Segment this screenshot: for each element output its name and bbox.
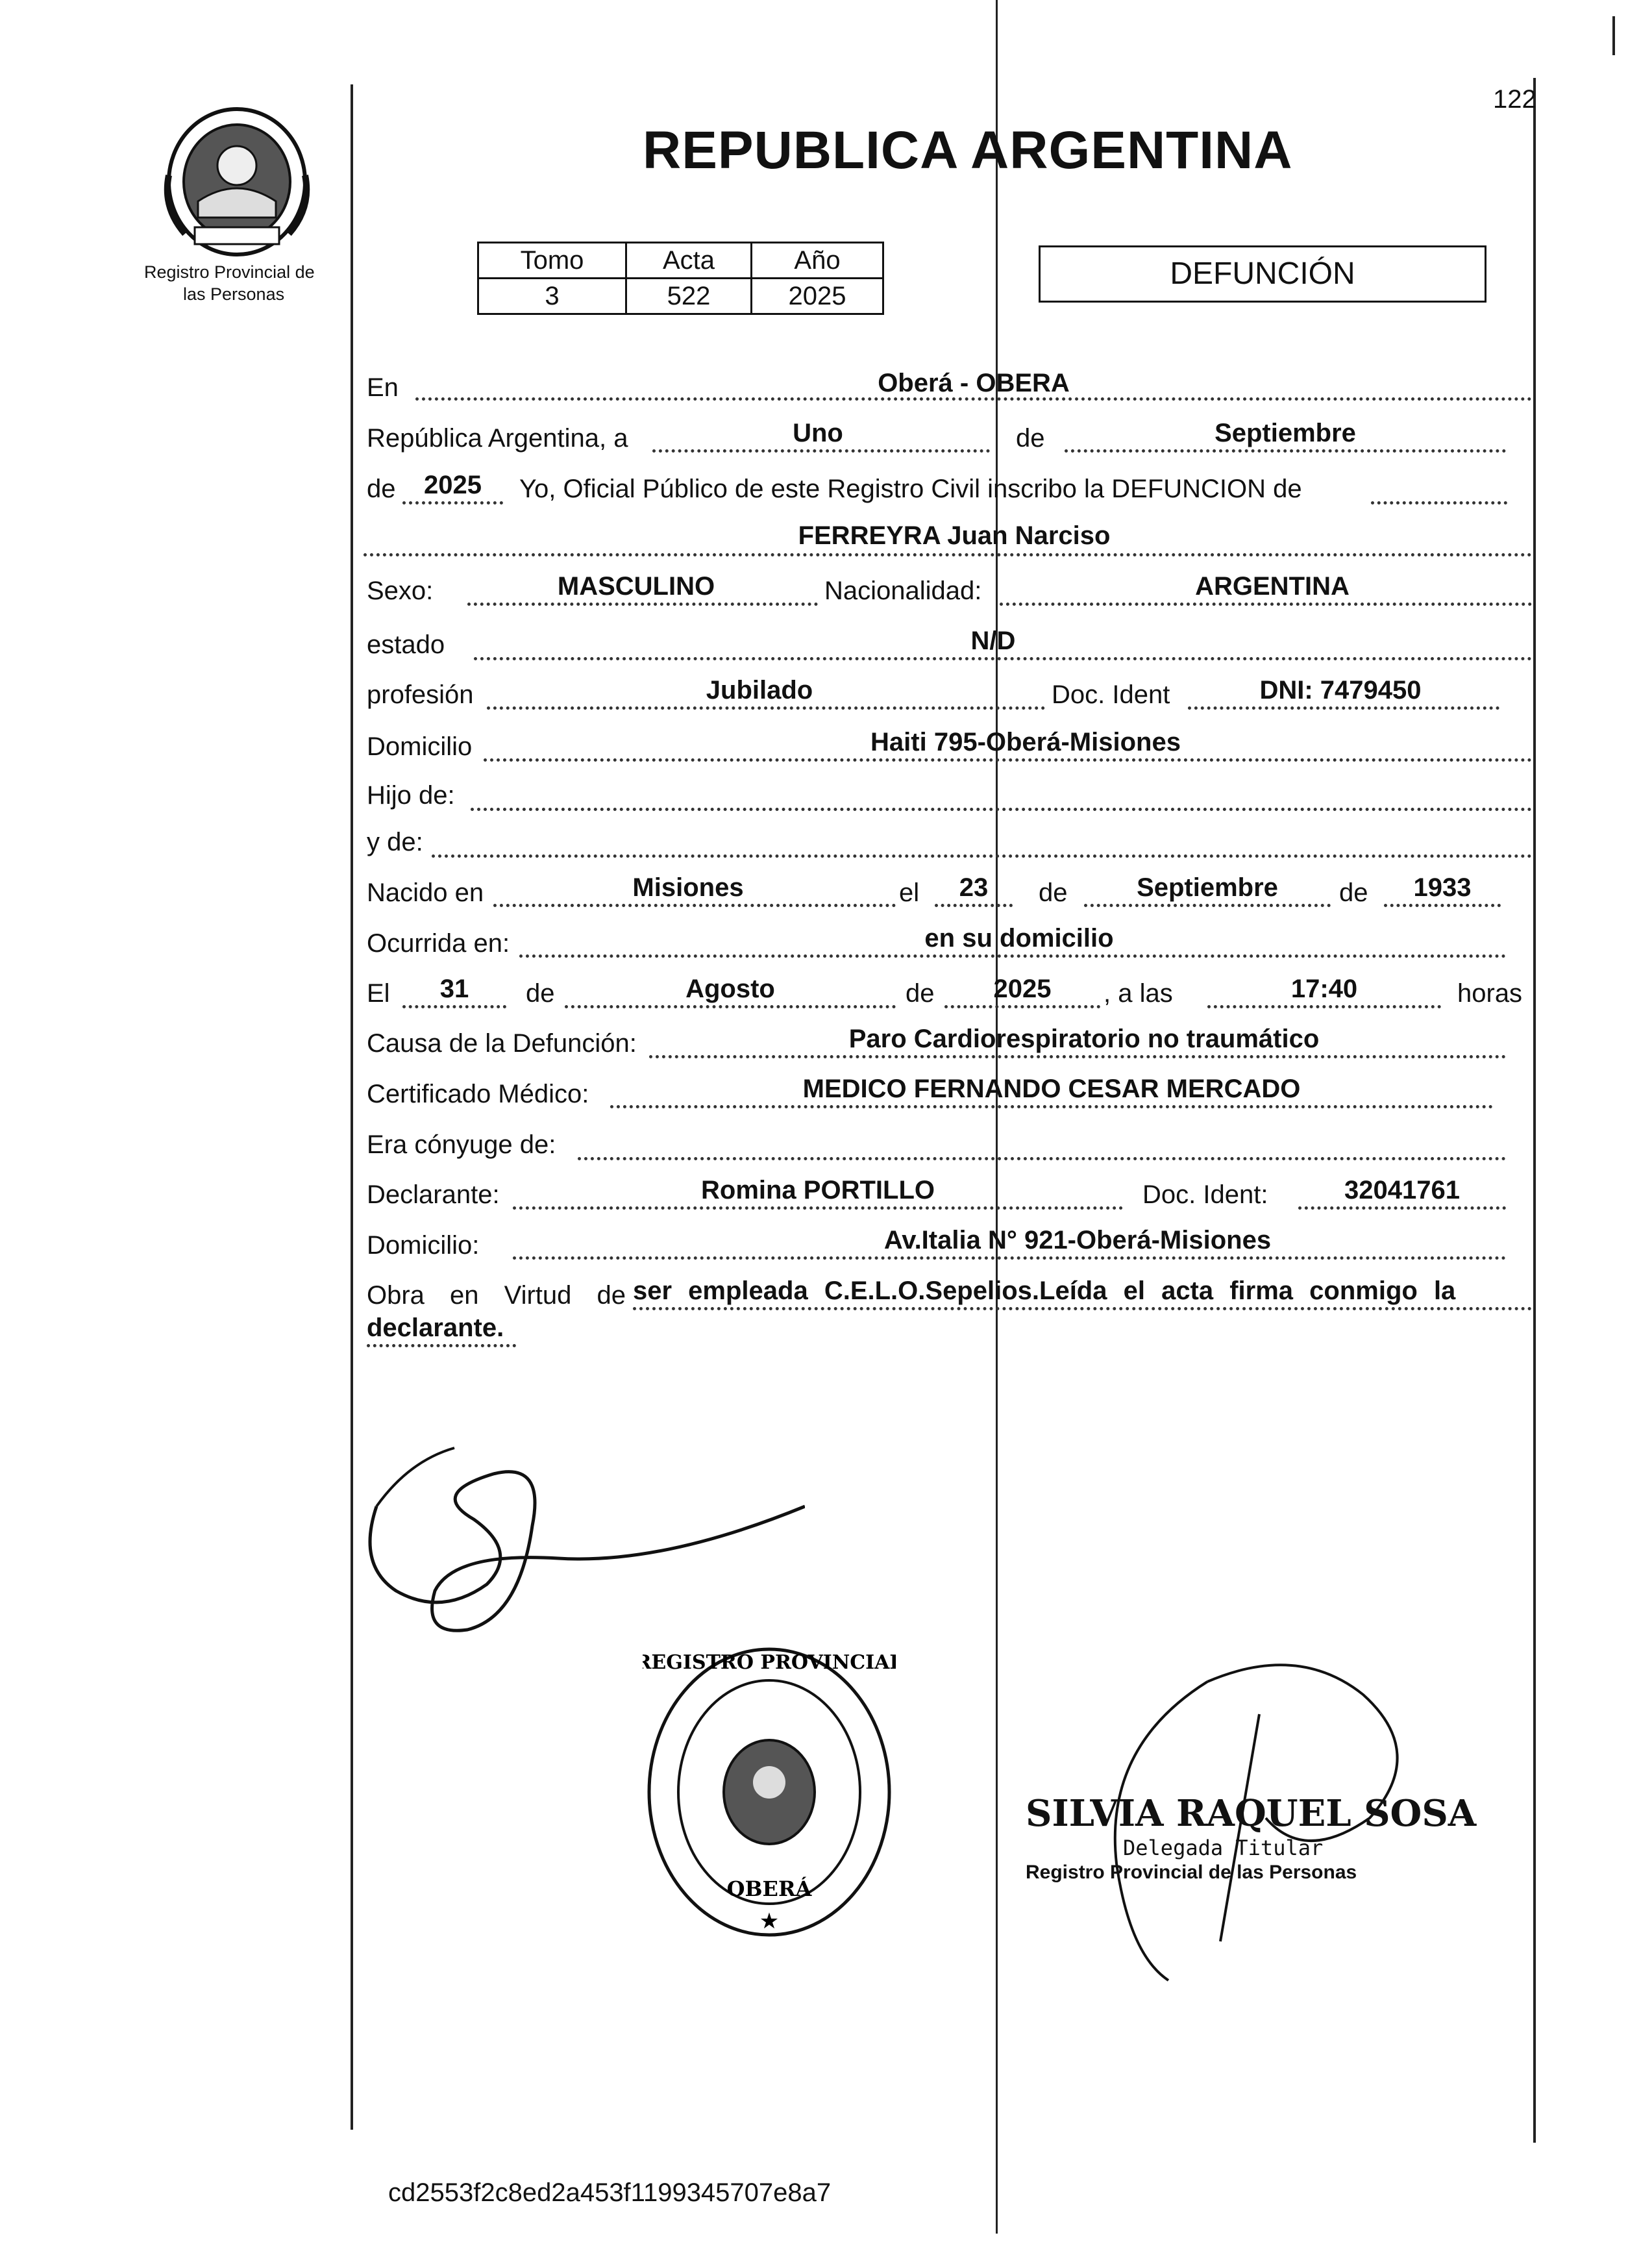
nacido-label: Nacido en <box>367 879 484 907</box>
signatory-title: Delegada Titular <box>1123 1836 1324 1860</box>
declarante-line <box>513 1206 1123 1210</box>
official-stamp <box>643 1643 896 1941</box>
acta-header: Acta <box>626 243 752 279</box>
de-label: de <box>1016 424 1045 453</box>
nacionalidad-label: Nacionalidad: <box>824 577 982 605</box>
year-line <box>402 501 503 505</box>
obra-value-line1: ser empleada C.E.L.O.Sepelios.Leída el acta firma conmigo la <box>633 1277 1456 1305</box>
svg-text:REGISTRO PROVINCIAL: REGISTRO PROVINCIAL <box>643 1651 896 1674</box>
republica-label: República Argentina, a <box>367 424 628 453</box>
birth-month-line <box>1084 904 1331 907</box>
nacionalidad-line <box>1000 603 1532 606</box>
de-label5: de <box>526 979 555 1008</box>
doc-value: DNI: 7479450 <box>1259 676 1422 704</box>
horas-label: horas <box>1457 979 1523 1008</box>
en-value: Oberá - OBERA <box>878 369 1070 397</box>
left-margin-rule <box>351 84 353 2130</box>
el-label: el <box>899 879 920 907</box>
death-year: 2025 <box>993 975 1052 1003</box>
de-label4: de <box>1339 879 1368 907</box>
domicilio-line <box>484 758 1532 762</box>
en-line <box>415 397 1532 401</box>
domicilio2-line <box>513 1256 1506 1260</box>
acta-value: 522 <box>626 279 752 314</box>
signatory-name: SILVIA RAQUEL SOSA <box>1026 1792 1477 1835</box>
birth-year-line <box>1384 904 1501 907</box>
month-line <box>1065 449 1506 453</box>
nacido-line <box>493 904 896 907</box>
footer-code: cd2553f2c8ed2a453f1199345707e8a7 <box>388 2178 832 2207</box>
el-label2: El <box>367 979 390 1008</box>
domicilio2-label: Domicilio: <box>367 1231 480 1260</box>
profesion-line <box>487 706 1045 710</box>
obra-label: Obra en Virtud de <box>367 1281 626 1310</box>
sexo-line <box>467 603 818 606</box>
declarante-doc-value: 32041761 <box>1344 1176 1460 1204</box>
right-margin-rule <box>1533 78 1536 2143</box>
yde-label: y de: <box>367 828 423 856</box>
conyuge-line <box>578 1157 1506 1160</box>
record-reference-table <box>477 242 884 315</box>
profesion-label: profesión <box>367 680 474 709</box>
birth-month: Septiembre <box>1137 873 1278 902</box>
doc-label: Doc. Ident <box>1052 680 1170 709</box>
ocurrida-label: Ocurrida en: <box>367 929 510 958</box>
death-month: Agosto <box>685 975 775 1003</box>
document-type-box: DEFUNCIÓN <box>1039 245 1486 303</box>
edge-mark <box>1612 16 1615 55</box>
hijo-line <box>471 808 1532 811</box>
tomo-header: Tomo <box>478 243 626 279</box>
sexo-label: Sexo: <box>367 577 434 605</box>
obra-line1 <box>633 1307 1532 1310</box>
de-label3: de <box>1039 879 1068 907</box>
birth-day: 23 <box>959 873 989 902</box>
issuer-name-line2: las Personas <box>183 284 285 304</box>
declarante-value: Romina PORTILLO <box>701 1176 935 1204</box>
oficial-text: Yo, Oficial Público de este Registro Civil inscribo la DEFUNCION de <box>519 475 1302 503</box>
nacionalidad-value: ARGENTINA <box>1195 572 1350 601</box>
page-title: REPUBLICA ARGENTINA <box>643 121 1293 180</box>
birth-year: 1933 <box>1413 873 1472 902</box>
causa-label: Causa de la Defunción: <box>367 1029 637 1058</box>
nacido-value: Misiones <box>632 873 744 902</box>
year: 2025 <box>424 471 482 499</box>
causa-line <box>649 1055 1506 1058</box>
estado-line <box>474 657 1532 660</box>
center-fold-line <box>996 0 998 2234</box>
death-time-line <box>1207 1005 1441 1008</box>
declarante-label: Declarante: <box>367 1180 500 1209</box>
ocurrida-value: en su domicilio <box>924 924 1114 953</box>
sexo-value: MASCULINO <box>557 572 715 601</box>
death-year-line <box>944 1005 1100 1008</box>
issuer-name-line1: Registro Provincial de <box>144 262 315 282</box>
domicilio2-value: Av.Italia N° 921-Oberá-Misiones <box>883 1226 1272 1254</box>
doc-line <box>1188 706 1499 710</box>
alas-label: , a las <box>1104 979 1173 1008</box>
ano-header: Año <box>752 243 883 279</box>
ano-value: 2025 <box>752 279 883 314</box>
declarante-doc-line <box>1298 1206 1506 1210</box>
certificado-label: Certificado Médico: <box>367 1080 589 1108</box>
death-month-line <box>565 1005 896 1008</box>
domicilio-label: Domicilio <box>367 732 473 761</box>
tomo-value: 3 <box>478 279 626 314</box>
deceased-line <box>364 553 1532 556</box>
month-text: Septiembre <box>1215 419 1356 447</box>
domicilio-value: Haiti 795-Oberá-Misiones <box>870 728 1181 756</box>
estado-label: estado <box>367 630 445 659</box>
yde-line <box>432 854 1532 858</box>
obra-value-line2: declarante. <box>367 1314 504 1342</box>
obra-line2 <box>367 1344 516 1347</box>
certificado-value: MEDICO FERNANDO CESAR MERCADO <box>802 1075 1301 1103</box>
declarante-doc-label: Doc. Ident: <box>1142 1180 1268 1209</box>
ocurrida-line <box>519 954 1506 958</box>
death-day: 31 <box>439 975 469 1003</box>
conyuge-label: Era cónyuge de: <box>367 1130 556 1159</box>
de-label2: de <box>367 475 396 503</box>
svg-text:OBERÁ: OBERÁ <box>726 1876 812 1901</box>
page-number: 122 <box>1493 85 1536 114</box>
birth-day-line <box>935 904 1013 907</box>
death-time: 17:40 <box>1290 975 1358 1003</box>
province-seal <box>159 104 315 260</box>
de-label6: de <box>906 979 935 1008</box>
day-line <box>652 449 990 453</box>
estado-value: N/D <box>970 627 1016 655</box>
signatory-office: Registro Provincial de las Personas <box>1026 1862 1357 1883</box>
death-day-line <box>402 1005 506 1008</box>
certificado-line <box>610 1105 1493 1108</box>
profesion-value: Jubilado <box>706 676 813 704</box>
en-label: En <box>367 373 399 402</box>
day-text: Uno <box>793 419 843 447</box>
causa-value: Paro Cardiorespiratorio no traumático <box>848 1025 1320 1053</box>
oficial-line <box>1371 501 1507 505</box>
svg-text:★: ★ <box>759 1908 780 1934</box>
hijo-label: Hijo de: <box>367 781 455 810</box>
deceased-name: FERREYRA Juan Narciso <box>798 521 1111 550</box>
declarant-signature <box>351 1422 805 1656</box>
